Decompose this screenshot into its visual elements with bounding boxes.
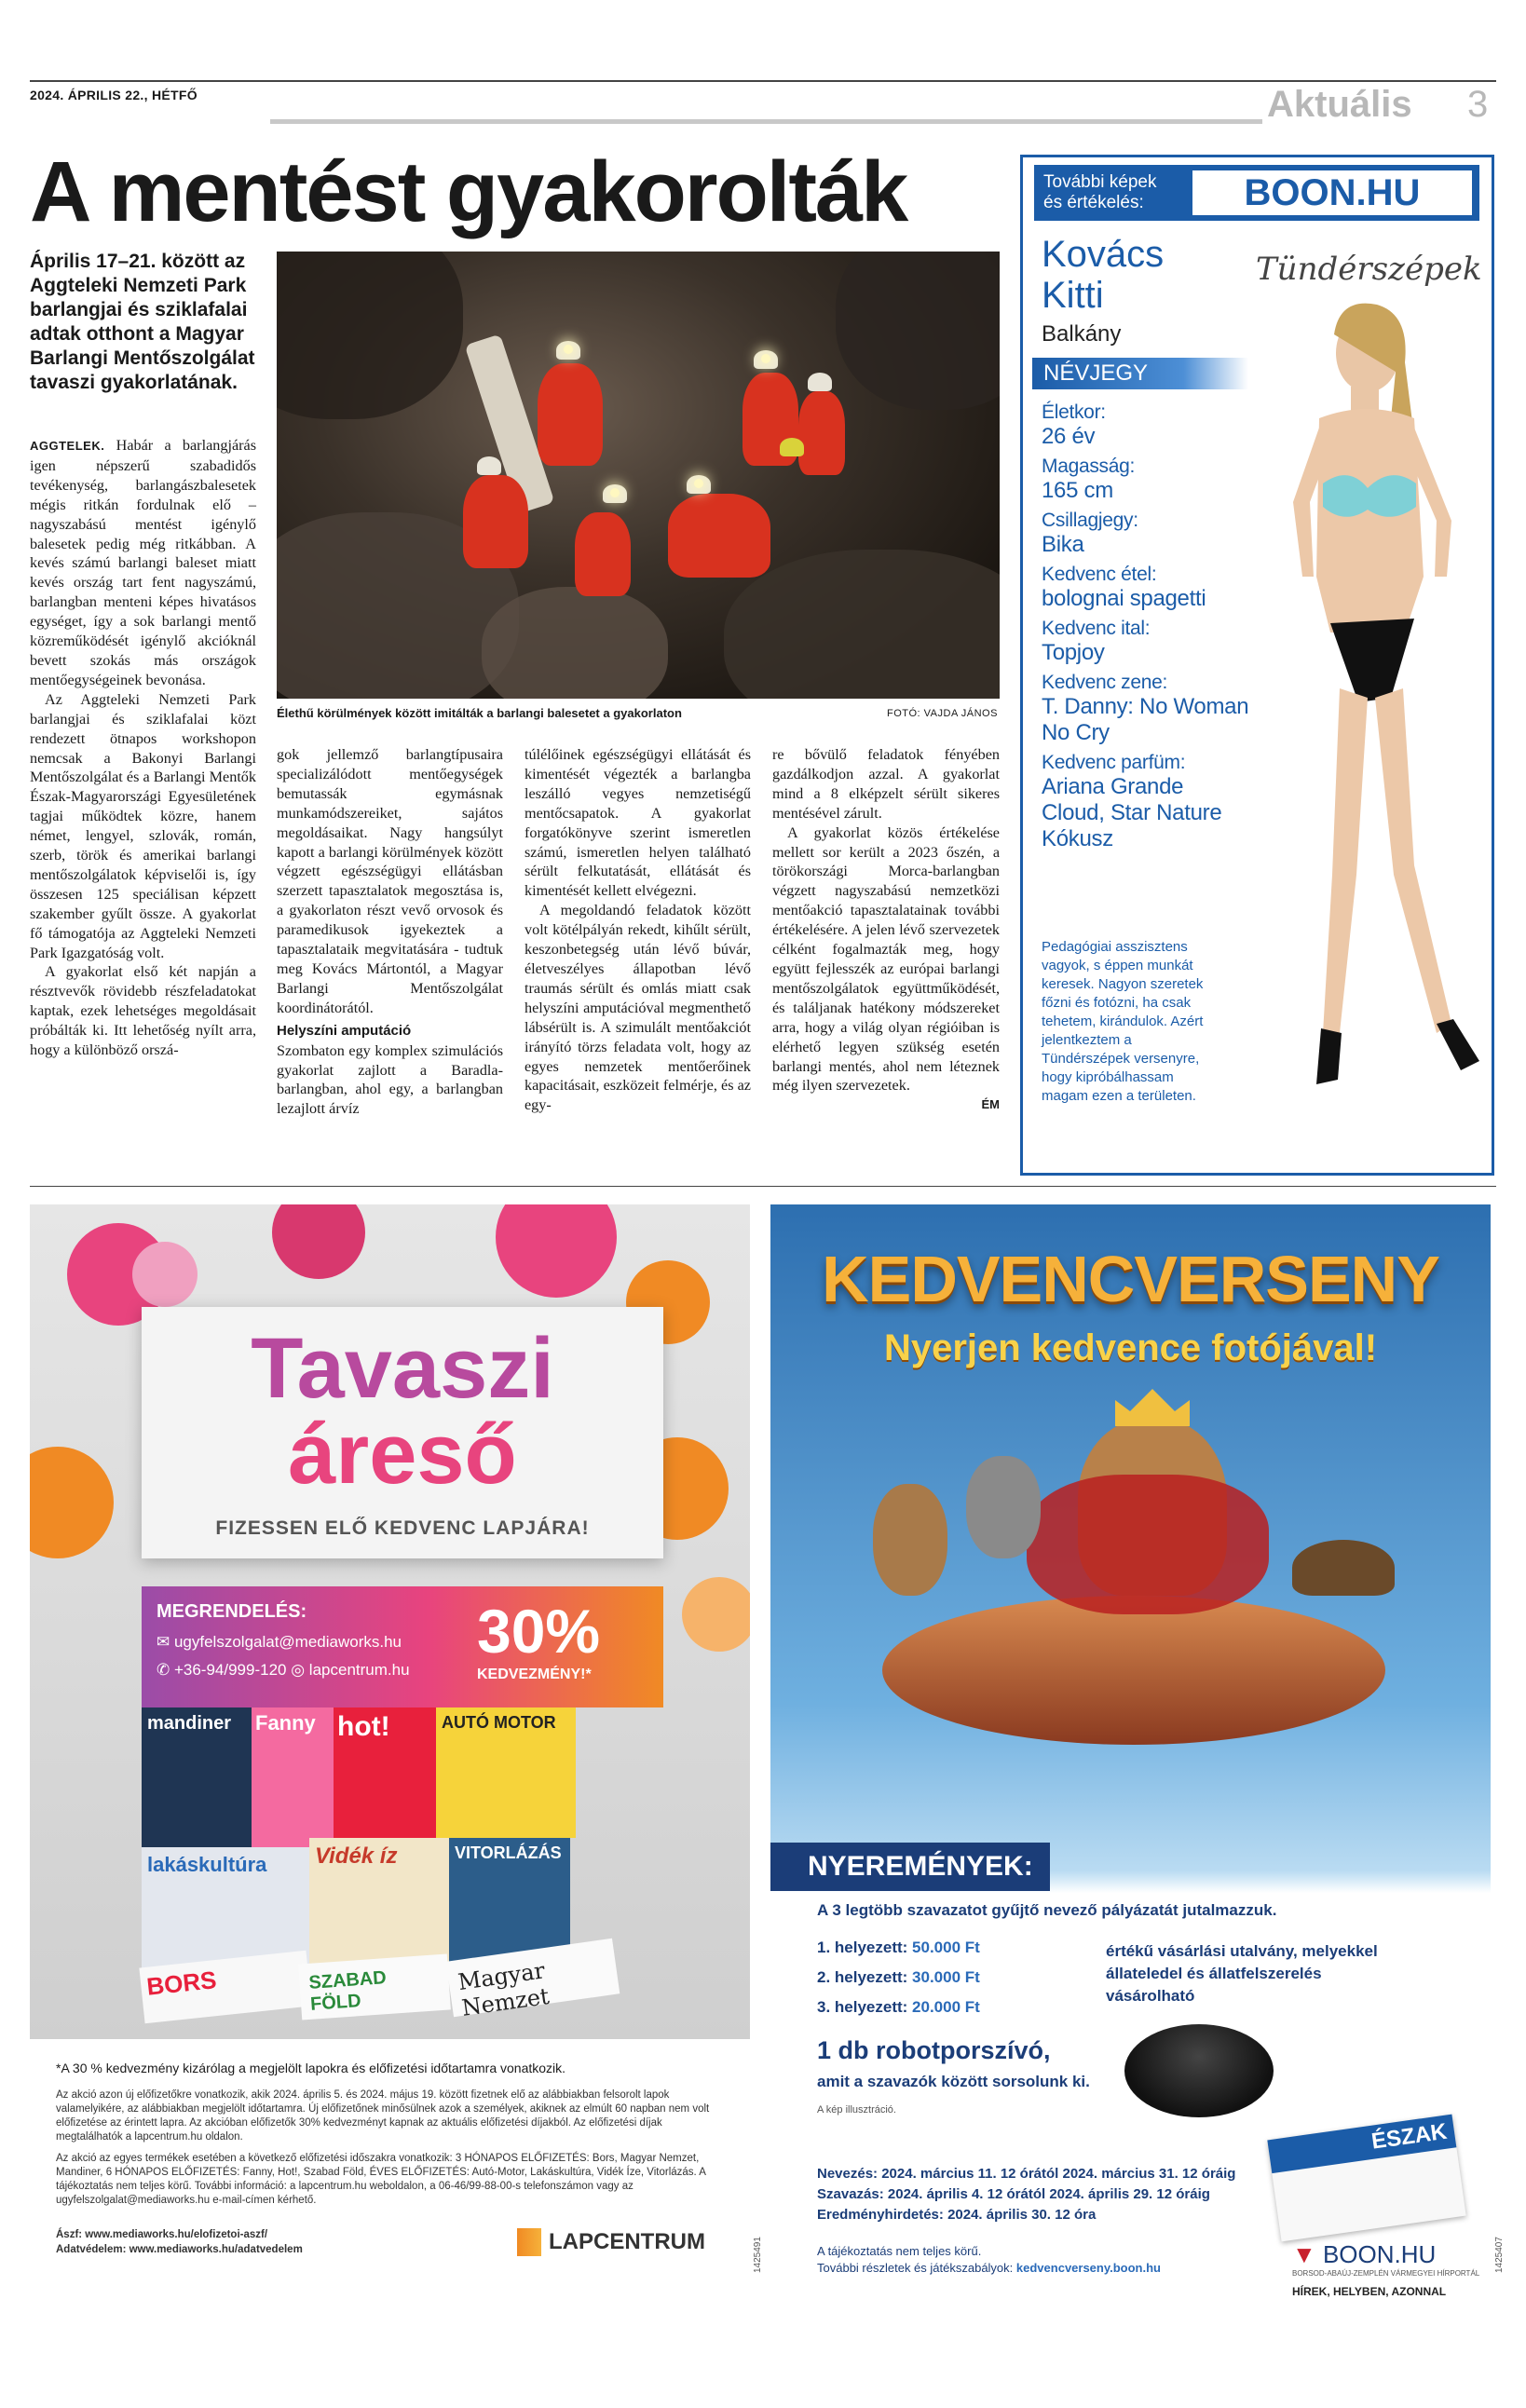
podium	[882, 1596, 1385, 1745]
photo-caption: Élethű körülmények között imitálták a barlangi balesetet a gyakorlaton	[277, 706, 682, 720]
order-panel	[142, 1586, 663, 1707]
page-number: 3	[1467, 84, 1489, 125]
paragraph: re bővülő feladatok fényében gazdálkodjon azzal. A gyakorlat mind a 8 elképzelt sérült sikeres mentésével zárult.	[772, 746, 1000, 822]
photo-credit: FOTÓ: VAJDA JÁNOS	[887, 708, 998, 719]
more-label: További képek és értékelés:	[1043, 172, 1157, 212]
robot-vacuum-image	[1124, 2024, 1274, 2117]
globe-icon: ◎	[291, 1661, 309, 1679]
magazine-cover: Vidék íz	[309, 1838, 449, 1978]
cat-illustration	[966, 1456, 1041, 1558]
order-email[interactable]: ✉ ugyfelszolgalat@mediaworks.hu	[157, 1633, 402, 1651]
section-divider	[30, 1186, 1496, 1187]
magazine-cover: mandiner	[142, 1707, 253, 1857]
pet-contest-ad[interactable]	[770, 1204, 1491, 2315]
author-signature: ÉM	[981, 1097, 1000, 1112]
subscription-ad[interactable]	[30, 1204, 750, 2039]
profile-fields: Életkor: 26 év Magasság: 165 cm Csillagjegy: Bika Kedvenc étel: bolognai spagetti Kedvenc ital: Topjoy Kedvenc zene: T. Danny: No Woman No Cry Kedvenc parfüm: Ariana Grande Cloud, Star Nature Kókusz	[1042, 401, 1249, 851]
prize-row: 3. helyezett: 20.000 Ft	[817, 1998, 980, 2016]
paragraph: gok jellemző barlangtípusaira specializálódott mentőegységek bemutassák egymásnak munkamódszereiket, sajátos megoldásaikat. Nagy hangsúlyt kapott a barlangi körülmények között végzett egészségügyi ellátásban szerzett tapasztalatok megosztása is, a gyakorlaton részt vevő orvosok és paramedikusok igyekeztek a tapasztalataik megvitatására - tudtuk meg Kovács Mártontól, a Magyar Barlangi Mentőszolgálat koordinátorától.	[277, 746, 503, 1016]
boon-banner[interactable]	[1034, 165, 1479, 221]
prize-description: értékű vásárlási utalvány, melyekkel állateledel és állatfelszerelés vásárolható	[1106, 1942, 1378, 2005]
magazine-cover: hot!	[334, 1707, 436, 1847]
model-name: Kovács Kitti	[1042, 234, 1165, 316]
robot-subtitle: amit a szavazók között sorsolunk ki.	[817, 2073, 1090, 2090]
card-title: NÉVJEGY	[1032, 358, 1248, 389]
lapcentrum-logo: LAPCENTRUM	[517, 2228, 705, 2256]
paragraph: Szombaton egy komplex szimulációs gyakorlat zajlott a Baradla-barlangban, ahol egy, a barlangban lezajlott árvíz	[277, 1041, 503, 1118]
subheading: Helyszíni amputáció	[277, 1022, 412, 1039]
crown-icon	[1115, 1389, 1190, 1426]
privacy-link[interactable]: Adatvédelem: www.mediaworks.hu/adatvedelem	[56, 2244, 303, 2255]
tunderszepek-sidebar	[1020, 155, 1494, 1176]
paragraph: A megoldandó feladatok között volt kötélpályán rekedt, kihűlt sérült, keszonbetegség után lévő búvár, életveszélyes állapotban lévő traumás sérült és omlás miatt csak helyszíni amputációval megmenthető lábsérült is. A szimulált mentőakciót irányító törzs feladata volt, hogy az egyes nemzetek mentőerőinek kapacitásait, eszközeit felmérje, és az egy-	[525, 902, 751, 1114]
eszak-newspaper: ÉSZAK	[1267, 2115, 1465, 2242]
contest-title: KEDVENCVERSENY	[822, 1243, 1439, 1315]
ad-subtitle: FIZESSEN ELŐ KEDVENC LAPJÁRA!	[215, 1517, 590, 1539]
discount-label: KEDVEZMÉNY!*	[477, 1667, 592, 1682]
newspaper: BORS	[139, 1951, 311, 2023]
date-row: Eredményhirdetés: 2024. április 30. 12 óra	[817, 2207, 1097, 2223]
article-headline: A mentést gyakorolták	[30, 144, 907, 239]
robot-title: 1 db robotporszívó,	[817, 2036, 1051, 2064]
newspaper: Magyar Nemzet	[446, 1939, 620, 2017]
boon-logo: BOON.HU	[1192, 170, 1472, 215]
model-bio: Pedagógiai asszisztens vagyok, s éppen munkát keresek. Nagyon szeretek főzni és fotózni, ha csak tehetem, kirándulok. Azért jelentkeztem a Tündérszépek versenyre, hogy kipróbálhassam magam ezen a területen.	[1042, 939, 1204, 1104]
ad-code: 1425407	[1494, 2237, 1505, 2273]
shield-icon: ▼	[1292, 2240, 1316, 2268]
ad-title-2: áreső	[288, 1407, 517, 1502]
prize-row: 2. helyezett: 30.000 Ft	[817, 1968, 980, 1986]
magazine-cover: VITORLÁZÁS	[449, 1838, 570, 1978]
terms-paragraph-2: Az akció az egyes termékek esetében a következő előfizetési időszakra vonatkozik: 3 HÓNAPOS ELŐFIZETÉS: Bors, Magyar Nemzet, Mandiner, 6 HÓNAPOS ELŐFIZETÉS: Fanny, Hot!, Szabad Föld, ÉVES ELŐFIZETÉS: Autó-Motor, Lakáskultúra, Vidék Íze, Vitorlázás. A tájékoztatás nem teljes körű. További információ: a lapcentrum.hu weboldalon, a 06-46/99-88-00-s telefonszámon vagy az ugyfelszolgalat@mediaworks.hu e-mail-címen kérhető.	[56, 2153, 706, 2206]
paragraph: Az Aggteleki Nemzeti Park barlangjai és sziklafalai közt rendezett ötnapos workshopon nemcsak a Bakonyi Barlangi Mentőszolgálat és a Barlangi Mentők Észak-Magyarországi Egyesületének tagjai működtek közre, hanem német, lengyel, szlovák, román, szerb, török és amerikai barlangi mentőszolgálatok képviselői is, így összesen 125 speciálisan képzett szakember gyűlt össze. A gyakorlat fő támogatója az Aggteleki Nemzeti Park Igazgatóság volt.	[30, 690, 256, 961]
article-column-4	[772, 745, 1000, 1115]
prize-row: 1. helyezett: 50.000 Ft	[817, 1939, 980, 1956]
article-column-3	[525, 745, 751, 1115]
magazine-cover: Fanny	[252, 1707, 335, 1847]
prize-list	[817, 1933, 980, 2022]
header-rule	[270, 119, 1262, 124]
prizes-title: NYEREMÉNYEK:	[770, 1843, 1050, 1891]
boon-footer-logo: ▼ BOON.HU BORSOD-ABAÚJ-ZEMPLÉN VÁRMEGYEI HÍRPORTÁL HÍREK, HELYBEN, AZONNAL	[1292, 2240, 1480, 2298]
contest-link[interactable]: kedvencverseny.boon.hu	[1015, 2261, 1161, 2275]
issue-date: 2024. ÁPRILIS 22., HÉTFŐ	[30, 88, 198, 102]
paragraph: túlélőinek egészségügyi ellátását és kimentését végezték a barlangba leszálló vegyes nemzetiségű mentőcsapatok. A gyakorlat forgatókönyve szerint ismeretlen számú, ismeretlen helyen található sérült felkutatását, ellátását és kimentését kellett elvégezni.	[525, 746, 751, 900]
top-rule	[30, 80, 1496, 82]
magazine-collage	[142, 1707, 663, 2024]
contest-notes: A tájékoztatás nem teljes körű. További részletek és játékszabályok: kedvencverseny.boon.hu	[817, 2244, 1161, 2275]
article-column-1	[30, 436, 256, 1060]
lapcentrum-icon	[517, 2228, 541, 2256]
model-photo	[1237, 297, 1489, 1136]
date-row: Nevezés: 2024. március 11. 12 órától 2024. március 31. 12 óráig	[817, 2166, 1236, 2182]
phone-icon: ✆	[157, 1661, 174, 1679]
order-phone[interactable]: ✆ +36-94/999-120 ◎ lapcentrum.hu	[157, 1661, 410, 1679]
ad-code: 1425491	[753, 2237, 763, 2273]
dateline: AGGTELEK.	[30, 439, 105, 453]
rabbit-illustration	[873, 1484, 947, 1596]
article-column-2	[277, 745, 503, 1119]
section-name: Aktuális	[1267, 84, 1412, 125]
model-place: Balkány	[1042, 321, 1122, 347]
mail-icon: ✉	[157, 1633, 174, 1651]
magazine-cover: AUTÓ MOTOR	[436, 1707, 576, 1838]
series-script-title: Tündérszépek	[1256, 251, 1482, 288]
aszf-link[interactable]: Ászf: www.mediaworks.hu/elofizetoi-aszf/	[56, 2229, 268, 2240]
discount-footnote: *A 30 % kedvezmény kizárólag a megjelölt lapokra és előfizetési időtartamra vonatkozik.	[56, 2061, 566, 2075]
article-lead: Április 17–21. között az Aggteleki Nemzeti Park barlangjai és sziklafalai adtak otthont a Magyar Barlangi Mentőszolgálat tavaszi gyakorlatának.	[30, 251, 255, 393]
discount-value: 30%	[477, 1597, 601, 1666]
order-label: MEGRENDELÉS:	[157, 1601, 307, 1622]
magazine-cover: lakáskultúra	[142, 1847, 309, 1968]
date-row: Szavazás: 2024. április 4. 12 órától 2024. április 29. 12 óráig	[817, 2186, 1210, 2202]
contest-dates	[817, 2164, 1235, 2225]
turtle-illustration	[1292, 1540, 1395, 1596]
title-card	[142, 1307, 663, 1558]
robot-note: A kép illusztráció.	[817, 2104, 896, 2116]
contest-subtitle: Nyerjen kedvence fotójával!	[883, 1327, 1378, 1368]
paragraph: A gyakorlat első két napján a résztvevők rövidebb részfeladatokat kaptak, ezek lehetséges megoldásait próbálták ki. Itt lehetőség nyílt arra, hogy a különböző orszá-	[30, 963, 256, 1059]
newspaper: SZABAD FÖLD	[298, 1953, 451, 2020]
ad-title-1: Tavaszi	[251, 1321, 554, 1416]
paragraph: Habár a barlangjárás igen népszerű szabadidős tevékenység, barlangászbalesetek mégis ritkán fordulnak elő – nagyszabású mentést igénylő balesetek pedig még ritkábban. A kevés számú barlangi baleset miatt kevés ország tart fent nagyszámú, barlangban menteni képes hivatásos egységet, így a sok barlangi mentő közreműködését igénylő akcióknál bevett szokás más országok mentőegységeinek bevonása.	[30, 437, 257, 688]
prizes-intro: A 3 legtöbb szavazatot gyűjtő nevező pályázatát jutalmazzuk.	[817, 1901, 1277, 1919]
paragraph: A gyakorlat közös értékelése mellett sor került a 2023 őszén, a törökországi Morca-barlangban végzett nagyszabású nemzetközi mentőakció tapasztalatainak további értékelésére. A jelen lévő szervezetek célként fogalmazták meg, hogy együtt fejlesszék az európai barlangi mentőszolgálatok együttműködését, és találjanak hatékony módszereket arra, hogy a világ olyan régióiban is elérhető legyen szükség esetén barlangi mentés, ahol nem léteznek még ilyen szervezetek.	[772, 823, 1000, 1095]
cave-rescue-photo	[277, 252, 1000, 699]
terms-paragraph-1: Az akció azon új előfizetőkre vonatkozik, akik 2024. április 5. és 2024. május 19. között fizetnek elő az alábbiakban felsorolt lapok valamelyikére, az alábbiakban megjelölt időtartamra. Új előfizetőnek minősülnek azok a személyek, akiknek az elmúlt 60 napban nem volt előfizetése az érintett lapra. Az akcióban előfizetők 30% kedvezményt kapnak az aktuális előfizetési díjakból. Az előfizetési díjak megtalálhatók a lapcentrum.hu oldalon.	[56, 2089, 710, 2143]
royal-cape	[1027, 1475, 1269, 1614]
